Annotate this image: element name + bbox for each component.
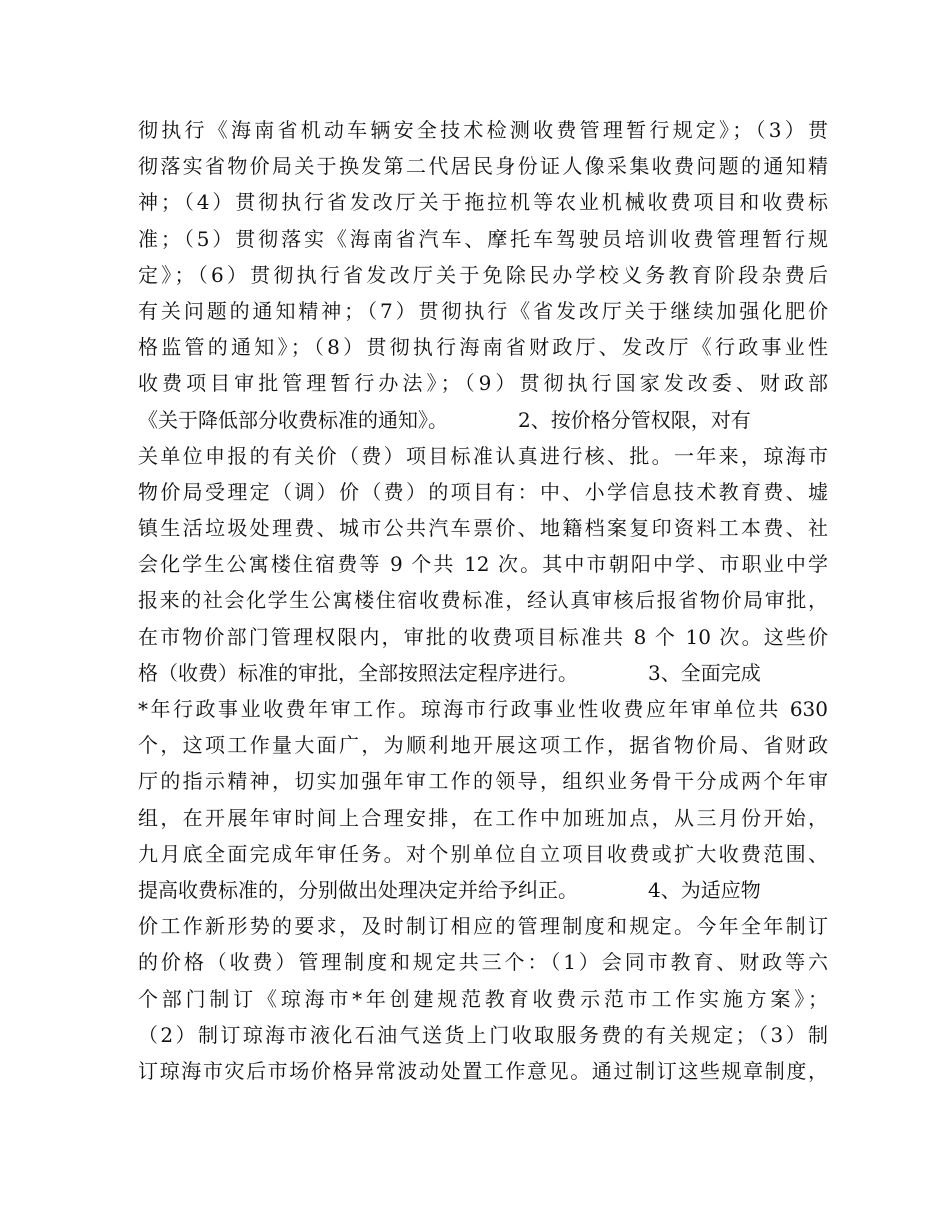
text-line-15: 在市物价部门管理权限内，审批的收费项目标准共 8 个 10 次。这些价 [138,624,828,649]
text-line-3: 神；（4）贯彻执行省发改厅关于拖拉机等农业机械收费项目和收费标 [138,190,828,215]
text-segment: 提高收费标准的，分别做出处理决定并给予纠正。 [138,877,578,902]
text-segment: 《关于降低部分收费标准的通知》。 [138,407,448,432]
text-line-19: 厅的指示精神，切实加强年审工作的领导，组织业务骨干分成两个年审 [138,769,828,794]
text-segment: 4、为适应物 [648,877,761,902]
text-line-2: 彻落实省物价局关于换发第二代居民身份证人像采集收费问题的通知精 [138,154,828,179]
text-line-23: 价工作新形势的要求，及时制订相应的管理制度和规定。今年全年制订 [138,914,828,939]
text-line-1: 彻执行《海南省机动车辆安全技术检测收费管理暂行规定》；（3）贯 [138,118,828,142]
text-line-24: 的价格（收费）管理制度和规定共三个：（1）会同市教育、财政等六 [138,950,828,975]
text-line-20: 组，在开展年审时间上合理安排，在工作中加班加点，从三月份开始， [138,805,828,830]
text-line-17: *年行政事业收费年审工作。琼海市行政事业性收费应年审单位共 630 [138,697,828,721]
text-line-26: （2）制订琼海市液化石油气送货上门收取服务费的有关规定；（3）制 [138,1022,828,1047]
text-line-7: 格监管的通知》；（8）贯彻执行海南省财政厅、发改厅《行政事业性 [138,335,828,360]
text-line-21: 九月底全面完成年审任务。对个别单位自立项目收费或扩大收费范围、 [138,841,828,866]
text-segment: 3、全面完成 [648,660,761,685]
text-line-14: 报来的社会化学生公寓楼住宿收费标准，经认真审核后报省物价局审批， [138,588,828,613]
text-line-4: 准；（5）贯彻落实《海南省汽车、摩托车驾驶员培训收费管理暂行规 [138,226,828,251]
text-line-18: 个，这项工作量大面广，为顺利地开展这项工作，据省物价局、省财政 [138,733,828,758]
text-line-8: 收费项目审批管理暂行办法》；（9）贯彻执行国家发改委、财政部 [138,371,828,396]
text-line-16 [138,655,828,691]
text-segment: 格（收费）标准的审批，全部按照法定程序进行。 [138,660,578,685]
text-line-22 [138,872,828,908]
text-line-25: 个部门制订《琼海市*年创建规范教育收费示范市工作实施方案》； [138,986,828,1011]
text-segment: 2、按价格分管权限，对有 [518,407,751,432]
text-line-27: 订琼海市灾后市场价格异常波动处置工作意见。通过制订这些规章制度， [138,1058,828,1083]
text-line-6: 有关问题的通知精神；（7）贯彻执行《省发改厅关于继续加强化肥价 [138,298,828,323]
text-line-9 [138,402,828,438]
text-line-12: 镇生活垃圾处理费、城市公共汽车票价、地籍档案复印资料工本费、社 [138,516,828,541]
body-text [138,112,828,1089]
text-line-13: 会化学生公寓楼住宿费等 9 个共 12 次。其中市朝阳中学、市职业中学 [138,552,828,577]
text-line-11: 物价局受理定（调）价（费）的项目有：中、小学信息技术教育费、墟 [138,479,828,504]
text-line-5: 定》；（6）贯彻执行省发改厅关于免除民办学校义务教育阶段杂费后 [138,262,828,287]
text-line-10: 关单位申报的有关价（费）项目标准认真进行核、批。一年来，琼海市 [138,443,828,468]
